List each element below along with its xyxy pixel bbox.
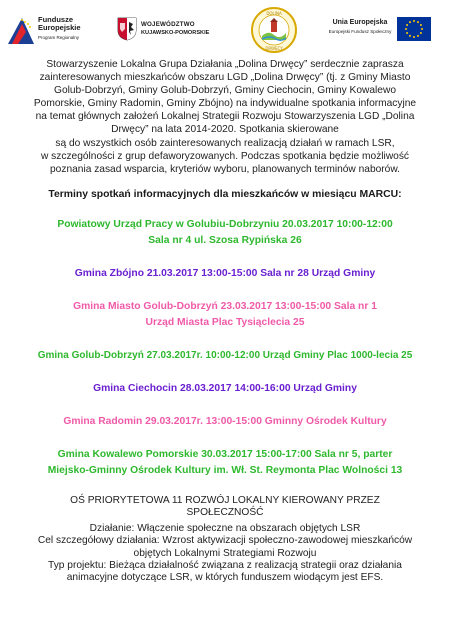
meeting-line: Urząd Miasta Plac Tysiąclecia 25 [145,316,305,328]
meeting-line: Powiatowy Urząd Pracy w Golubiu-Dobrzyniu 20.03.2017 10:00-12:00 [57,218,393,230]
intro-line: Stowarzyszenie Lokalna Grupa Działania „Dolina Drwęcy” serdecznie zaprasza [46,59,404,70]
logo-bar [0,0,450,56]
meeting-line: Gmina Zbójno 21.03.2017 13:00-15:00 Sala nr 28 Urząd Gminy [74,267,376,279]
svg-text:DOLINA: DOLINA [266,11,282,16]
fe-line2: Europejskie [38,23,81,32]
meeting-line: Gmina Ciechocin 28.03.2017 14:00-16:00 Urząd Gminy [93,382,357,394]
fe-flag-icon [8,16,34,44]
fundusze-europejskie-logo [8,16,108,46]
intro-line: są do wszystkich osób zainteresowanych realizacją działań w ramach LSR, [55,137,395,149]
meeting-entry [0,348,450,364]
footer-line: animacyjne dotyczące LSR, w których funduszem wiodącym jest EFS. [66,572,384,584]
eu-flag-icon [397,17,431,41]
meeting-entry [0,447,450,479]
intro-paragraph [15,58,435,176]
intro-line: poznania zasad wsparcia, kryteriów wyboru, planowanych terminów naborów. [50,163,400,175]
crest-icon [117,17,137,41]
meeting-line: Gmina Golub-Dobrzyń 27.03.2017r. 10:00-12:00 Urząd Gminy Plac 1000-lecia 25 [37,349,413,361]
intro-line: Drwęcy” na lata 2014-2020. Spotkania skierowane [111,124,339,136]
document-content [0,58,450,584]
footer-line: Działanie: Włączenie społeczne na obszarach objętych LSR [89,523,361,535]
footer-details [0,523,450,584]
meeting-entry [0,266,450,282]
meeting-line: Miejsko-Gminny Ośrodek Kultury im. Wł. St. Reymonta Plac Wolności 13 [47,464,403,476]
ue-line1: Unia Europejska [332,19,388,26]
intro-line: Pomorskie, Gminy Radomin, Gminy Zbójno) na indywidualne spotkania informacyjne [33,98,417,110]
ue-line2: Europejski Fundusz Społeczny [328,29,392,34]
fe-line1: Fundusze [38,15,73,24]
intro-line: zainteresowanych mieszkańców obszaru LGD „Dolina Drwęcy” (tj. z Gminy Miasto [39,72,411,84]
intro-line: Golub-Dobrzyń, Gminy Golub-Dobrzyń, Gminy Ciechocin, Gminy Kowalewo [54,85,396,97]
meeting-line: Gmina Miasto Golub-Dobrzyń 23.03.2017 13:00-15:00 Sala nr 1 [73,300,377,312]
lgd-dolina-drwecy-logo [250,6,298,54]
intro-line: w szczególności z grup defaworyzowanych. Podczas spotkania będzie możliwość [40,150,410,162]
meeting-entry [0,414,450,430]
footer-line: objętych Lokalnymi Strategiami Rozwoju [133,547,317,559]
wojewodztwo-logo [117,17,227,43]
meeting-entry [0,381,450,397]
schedule-heading: Terminy spotkań informacyjnych dla mieszkańców w miesiącu MARCU: [48,188,402,200]
fe-line3: Program Regionalny [38,35,80,40]
svg-text:DRWĘCY: DRWĘCY [265,46,283,51]
footer-priority-axis [0,495,450,519]
woj-line2: KUJAWSKO-POMORSKIE [141,30,210,36]
unia-europejska-logo [325,17,450,45]
footer-line: Cel szczegółowy działania: Wzrost aktywizacji społeczno-zawodowej mieszkańców [37,535,413,547]
meeting-line: Gmina Radomin 29.03.2017r. 13:00-15:00 Gminny Ośrodek Kultury [63,415,387,427]
woj-line1: WOJEWÓDZTWO [141,21,195,28]
meeting-entry [0,299,450,331]
lgd-seal-icon [250,6,298,54]
intro-line: na temat głównych założeń Lokalnej Strategii Rozwoju Stowarzyszenia LGD „Dolina [35,111,415,123]
meeting-entry [0,217,450,249]
meeting-line: Sala nr 4 ul. Szosa Rypińska 26 [148,234,302,246]
footer-line: SPOŁECZNOŚĆ [186,507,264,519]
footer-line: Typ projektu: Bieżąca działalność związana z realizacją strategii oraz działania [48,559,402,571]
meeting-line: Gmina Kowalewo Pomorskie 30.03.2017 15:00-17:00 Sala nr 5, parter [57,448,393,460]
footer-line: OŚ PRIORYTETOWA 11 ROZWÓJ LOKALNY KIEROWANY PRZEZ [70,494,380,506]
